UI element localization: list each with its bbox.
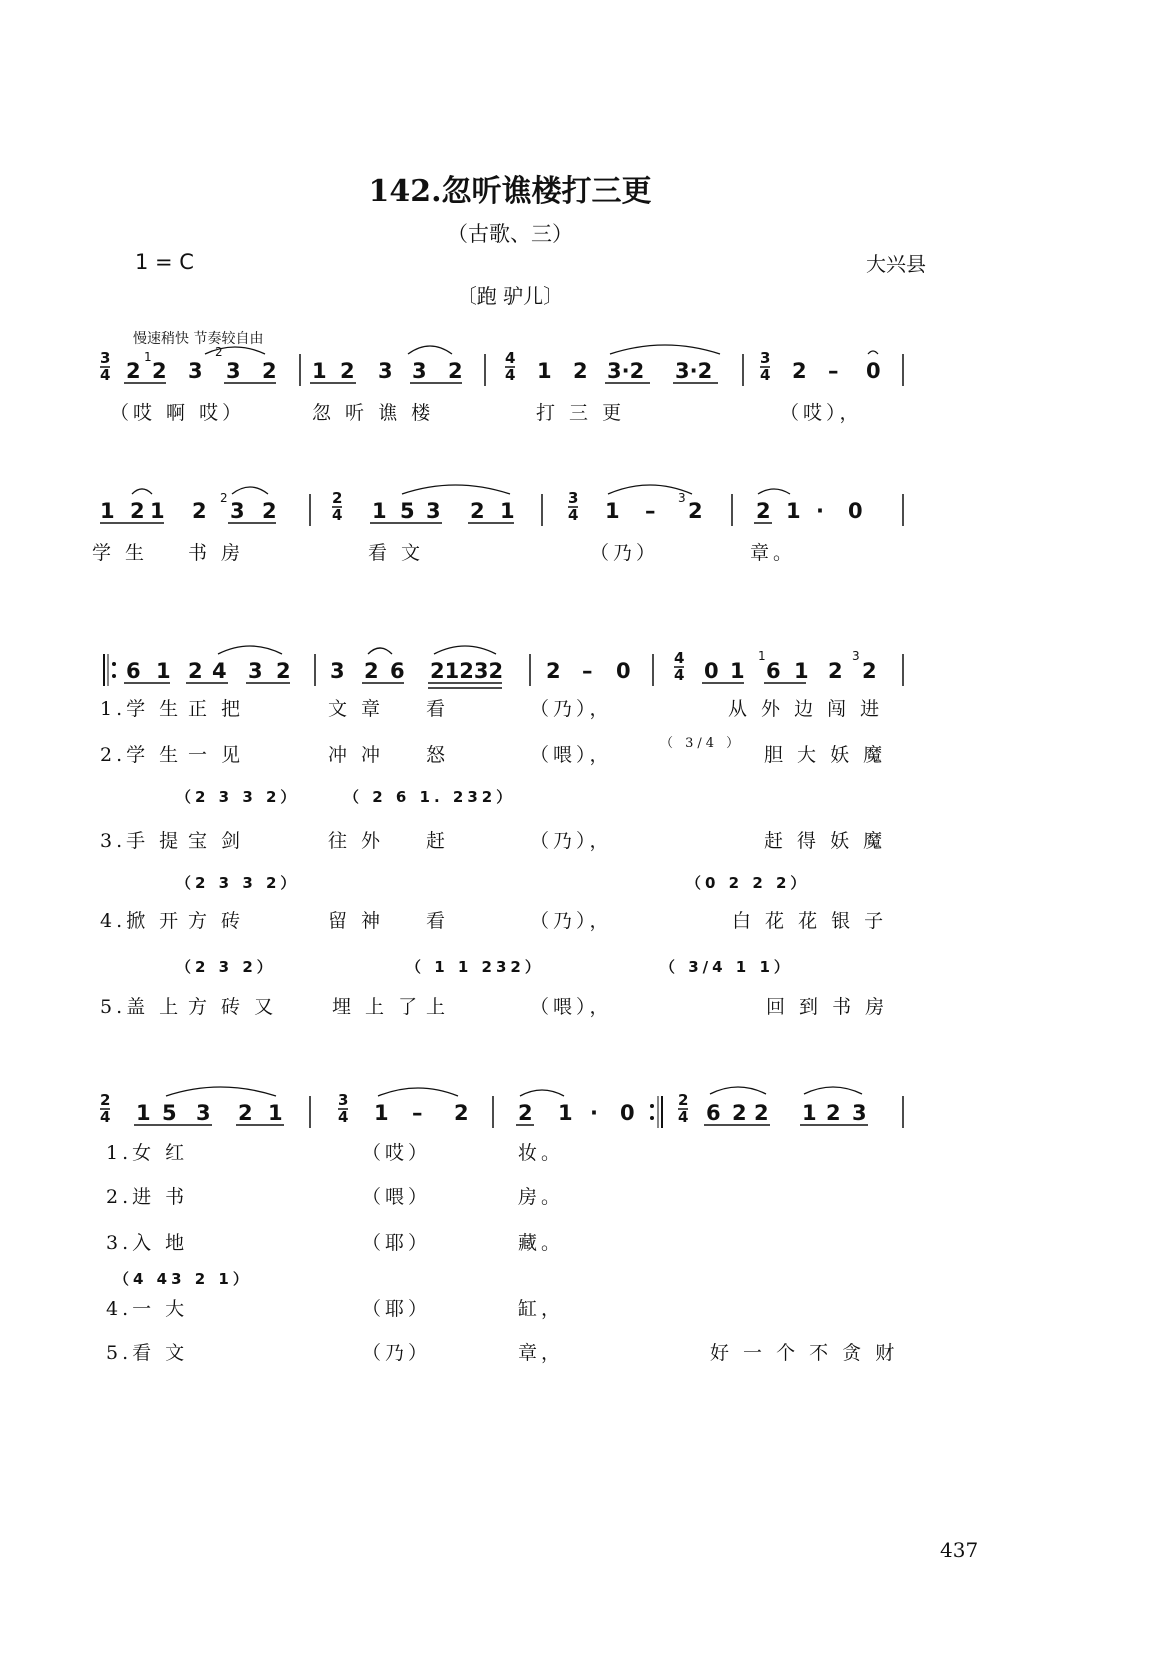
note: 1 — [605, 499, 620, 523]
lyric: 3.入 地 — [106, 1232, 189, 1254]
variant-note: （ 2 6 1. 232） — [344, 788, 516, 806]
note: 1 — [268, 1101, 283, 1125]
note: 2 — [573, 359, 588, 383]
note: 2 — [130, 499, 145, 523]
page-number: 437 — [940, 1538, 979, 1562]
lyric: 2.学 生 — [100, 744, 183, 766]
note: 2 — [262, 359, 277, 383]
note: 3 — [412, 359, 427, 383]
svg-text:3: 3 — [852, 649, 860, 663]
variant — [100, 1268, 980, 1294]
tempo-marking: 慢速稍快 节奏较自由 — [133, 331, 264, 347]
variant-note: （4 43 2 1） — [114, 1270, 252, 1288]
note: – — [582, 659, 593, 683]
lyric: 冲 冲 — [328, 744, 385, 766]
svg-text:4: 4 — [338, 1108, 349, 1126]
svg-text:3: 3 — [760, 349, 771, 367]
lyric: 回 到 书 房 — [766, 996, 889, 1018]
staff-1 — [100, 340, 980, 430]
note: 3 — [226, 359, 241, 383]
verse-3 — [100, 826, 980, 852]
note: 0 — [704, 659, 719, 683]
note: 2 — [828, 659, 843, 683]
lyric: （哎 啊 哎） — [110, 402, 246, 424]
svg-text:4: 4 — [674, 649, 685, 667]
note: 0 — [616, 659, 631, 683]
note: 2 — [546, 659, 561, 683]
variant-note: （2 3 3 2） — [176, 788, 300, 806]
note: 1 — [802, 1101, 817, 1125]
lyric: 2.进 书 — [106, 1186, 189, 1208]
note: 2 — [470, 499, 485, 523]
note: 1 — [312, 359, 327, 383]
svg-text:4: 4 — [674, 666, 685, 684]
lyric: 白 花 花 银 子 — [732, 910, 888, 932]
staff-4-notation — [100, 1082, 980, 1142]
note: 2 — [862, 659, 877, 683]
svg-text:4: 4 — [505, 349, 516, 367]
lyric: 文 章 — [328, 698, 385, 720]
lyric: 4.一 大 — [106, 1298, 189, 1320]
lyric: 看 — [426, 698, 450, 720]
lyric: 3.手 提 — [100, 830, 183, 852]
lyric: 忽 听 谯 楼 — [312, 402, 435, 424]
verse-4 — [100, 906, 980, 932]
note: 2 — [754, 1101, 769, 1125]
note: 3 — [188, 359, 203, 383]
lyric: 4.掀 开 — [100, 910, 183, 932]
note: 3 — [852, 1101, 867, 1125]
lyric: 打 三 更 — [536, 402, 626, 424]
lyric: 章， — [518, 1342, 565, 1364]
lyric: （哎） — [362, 1142, 432, 1164]
note: 3 — [330, 659, 345, 683]
lyric: 胆 大 妖 魔 — [764, 744, 887, 766]
lyric: 宝 剑 — [188, 830, 245, 852]
lyric: （乃）， — [530, 830, 613, 852]
note: 2 — [732, 1101, 747, 1125]
lyric: 留 神 — [328, 910, 385, 932]
note: 2 — [364, 659, 379, 683]
svg-text:2: 2 — [332, 489, 343, 507]
tune-name: 〔跑 驴儿〕 — [456, 284, 564, 308]
lyric: 一 见 — [188, 744, 245, 766]
note: 1 — [374, 1101, 389, 1125]
svg-text:3: 3 — [678, 491, 686, 505]
lyric: 妆。 — [518, 1142, 565, 1164]
note: 1 — [150, 499, 165, 523]
note: 2 — [518, 1101, 533, 1125]
verse-2-end — [100, 1182, 980, 1208]
verse-5-end — [100, 1338, 980, 1364]
note: 1 — [794, 659, 809, 683]
note: 4 — [212, 659, 227, 683]
lyric: 赶 得 妖 魔 — [764, 830, 887, 852]
note: 6 — [126, 659, 141, 683]
svg-text:4: 4 — [760, 366, 771, 384]
lyric: 1.女 红 — [106, 1142, 189, 1164]
svg-text:1: 1 — [144, 350, 152, 364]
lyric: 从 外 边 闯 进 — [728, 698, 884, 720]
lyric: （耶） — [362, 1232, 432, 1254]
variant-note: （ 1 1 232） — [406, 958, 544, 976]
note: 1 — [100, 499, 115, 523]
note: 0 — [620, 1101, 635, 1125]
note: 1 — [156, 659, 171, 683]
note: 3·2 — [607, 359, 645, 383]
note: 2 — [756, 499, 771, 523]
svg-text:4: 4 — [332, 506, 343, 524]
verse-3-end — [100, 1228, 980, 1254]
lyric: 5.看 文 — [106, 1342, 189, 1364]
note: 2 — [792, 359, 807, 383]
staff-2 — [92, 480, 980, 570]
verse-1 — [100, 694, 980, 720]
variant — [100, 872, 980, 898]
staff-1-lyrics — [100, 398, 980, 424]
variant-note: （ 3/4 1 1） — [660, 958, 793, 976]
svg-text:2: 2 — [215, 345, 223, 359]
note: 2 — [262, 499, 277, 523]
note: · — [816, 499, 824, 523]
note: 2 — [152, 359, 167, 383]
lyric: 方 砖 — [188, 910, 245, 932]
lyric: （乃）， — [530, 698, 613, 720]
note: 5 — [162, 1101, 177, 1125]
lyric: （乃） — [362, 1342, 432, 1364]
note: 1 — [537, 359, 552, 383]
lyric: 正 把 — [188, 698, 245, 720]
lyric: 章。 — [750, 542, 797, 564]
note: 5 — [400, 499, 415, 523]
staff-2-notation — [100, 480, 980, 540]
svg-text:3: 3 — [100, 349, 111, 367]
svg-text:2: 2 — [678, 1091, 689, 1109]
lyric: 赶 — [426, 830, 450, 852]
staff-2-lyrics — [92, 538, 980, 564]
variant-note: （0 2 2 2） — [686, 874, 810, 892]
lyric: 书 房 — [188, 542, 245, 564]
note: 2 — [192, 499, 207, 523]
staff-4 — [100, 1082, 980, 1382]
lyric: 看 — [426, 910, 450, 932]
svg-text:4: 4 — [505, 366, 516, 384]
note: 2 — [454, 1101, 469, 1125]
variant-note: （2 3 2） — [176, 958, 276, 976]
svg-text:1: 1 — [758, 649, 766, 663]
variant-note: （2 3 3 2） — [176, 874, 300, 892]
variant — [100, 956, 980, 982]
lyric: 学 生 — [92, 542, 149, 564]
lyric: （耶） — [362, 1298, 432, 1320]
key-signature: 1 = C — [135, 250, 194, 274]
staff-1-notation — [100, 340, 980, 400]
lyric: （喂）， — [530, 996, 613, 1018]
svg-text:3: 3 — [568, 489, 579, 507]
svg-text:4: 4 — [100, 1108, 111, 1126]
svg-text:3: 3 — [338, 1091, 349, 1109]
note: 3·2 — [675, 359, 713, 383]
svg-text:4: 4 — [678, 1108, 689, 1126]
variant-note: （ 3/4 ） — [660, 736, 744, 751]
variant — [100, 786, 980, 812]
note: 2 — [688, 499, 703, 523]
note: 1 — [558, 1101, 573, 1125]
note: 6 — [390, 659, 405, 683]
svg-text:2: 2 — [100, 1091, 111, 1109]
verse-4-end — [100, 1294, 980, 1320]
lyric: 缸， — [518, 1298, 565, 1320]
lyric: 埋 上 了 — [332, 996, 422, 1018]
lyric: 方 砖 又 — [188, 996, 278, 1018]
note: 2 — [448, 359, 463, 383]
lyric: 好 一 个 不 贪 财 — [710, 1342, 899, 1364]
svg-text:4: 4 — [568, 506, 579, 524]
note: 6 — [766, 659, 781, 683]
note: 2 — [126, 359, 141, 383]
song-subtitle: （古歌、三） — [447, 222, 573, 246]
lyric: 往 外 — [328, 830, 385, 852]
svg-text:4: 4 — [100, 366, 111, 384]
note: 3 — [248, 659, 263, 683]
staff-3 — [100, 640, 980, 1060]
lyric: （乃） — [590, 542, 660, 564]
verse-5 — [100, 992, 980, 1018]
note: · — [590, 1101, 598, 1125]
song-title: 142.忽听谯楼打三更 — [368, 174, 652, 209]
note: 21232 — [430, 659, 504, 683]
note: – — [828, 359, 839, 383]
note: 2 — [188, 659, 203, 683]
note: 1 — [372, 499, 387, 523]
note: – — [412, 1101, 423, 1125]
note: 2 — [276, 659, 291, 683]
lyric: 藏。 — [518, 1232, 565, 1254]
note: 0 — [866, 359, 881, 383]
note: 0 — [848, 499, 863, 523]
note: 3 — [230, 499, 245, 523]
note: – — [645, 499, 656, 523]
note: 3 — [378, 359, 393, 383]
note: 3 — [426, 499, 441, 523]
note: 1 — [786, 499, 801, 523]
lyric: 5.盖 上 — [100, 996, 183, 1018]
lyric: 怒 — [426, 744, 450, 766]
region-label: 大兴县 — [866, 252, 926, 276]
lyric: （哎）， — [780, 402, 863, 424]
note: 1 — [136, 1101, 151, 1125]
svg-text:2: 2 — [220, 491, 228, 505]
lyric: 房。 — [518, 1186, 565, 1208]
staff-3-notation — [100, 640, 980, 700]
lyric: 上 — [426, 996, 450, 1018]
note: 1 — [730, 659, 745, 683]
lyric: 1.学 生 — [100, 698, 183, 720]
note: 3 — [196, 1101, 211, 1125]
note: 1 — [500, 499, 515, 523]
note: 2 — [238, 1101, 253, 1125]
lyric: 看 文 — [368, 542, 425, 564]
note: 2 — [826, 1101, 841, 1125]
verse-2 — [100, 740, 980, 766]
note: 2 — [340, 359, 355, 383]
lyric: （喂） — [362, 1186, 432, 1208]
verse-1-end — [100, 1138, 980, 1164]
lyric: （喂）， — [530, 744, 613, 766]
note: 6 — [706, 1101, 721, 1125]
lyric: （乃）， — [530, 910, 613, 932]
